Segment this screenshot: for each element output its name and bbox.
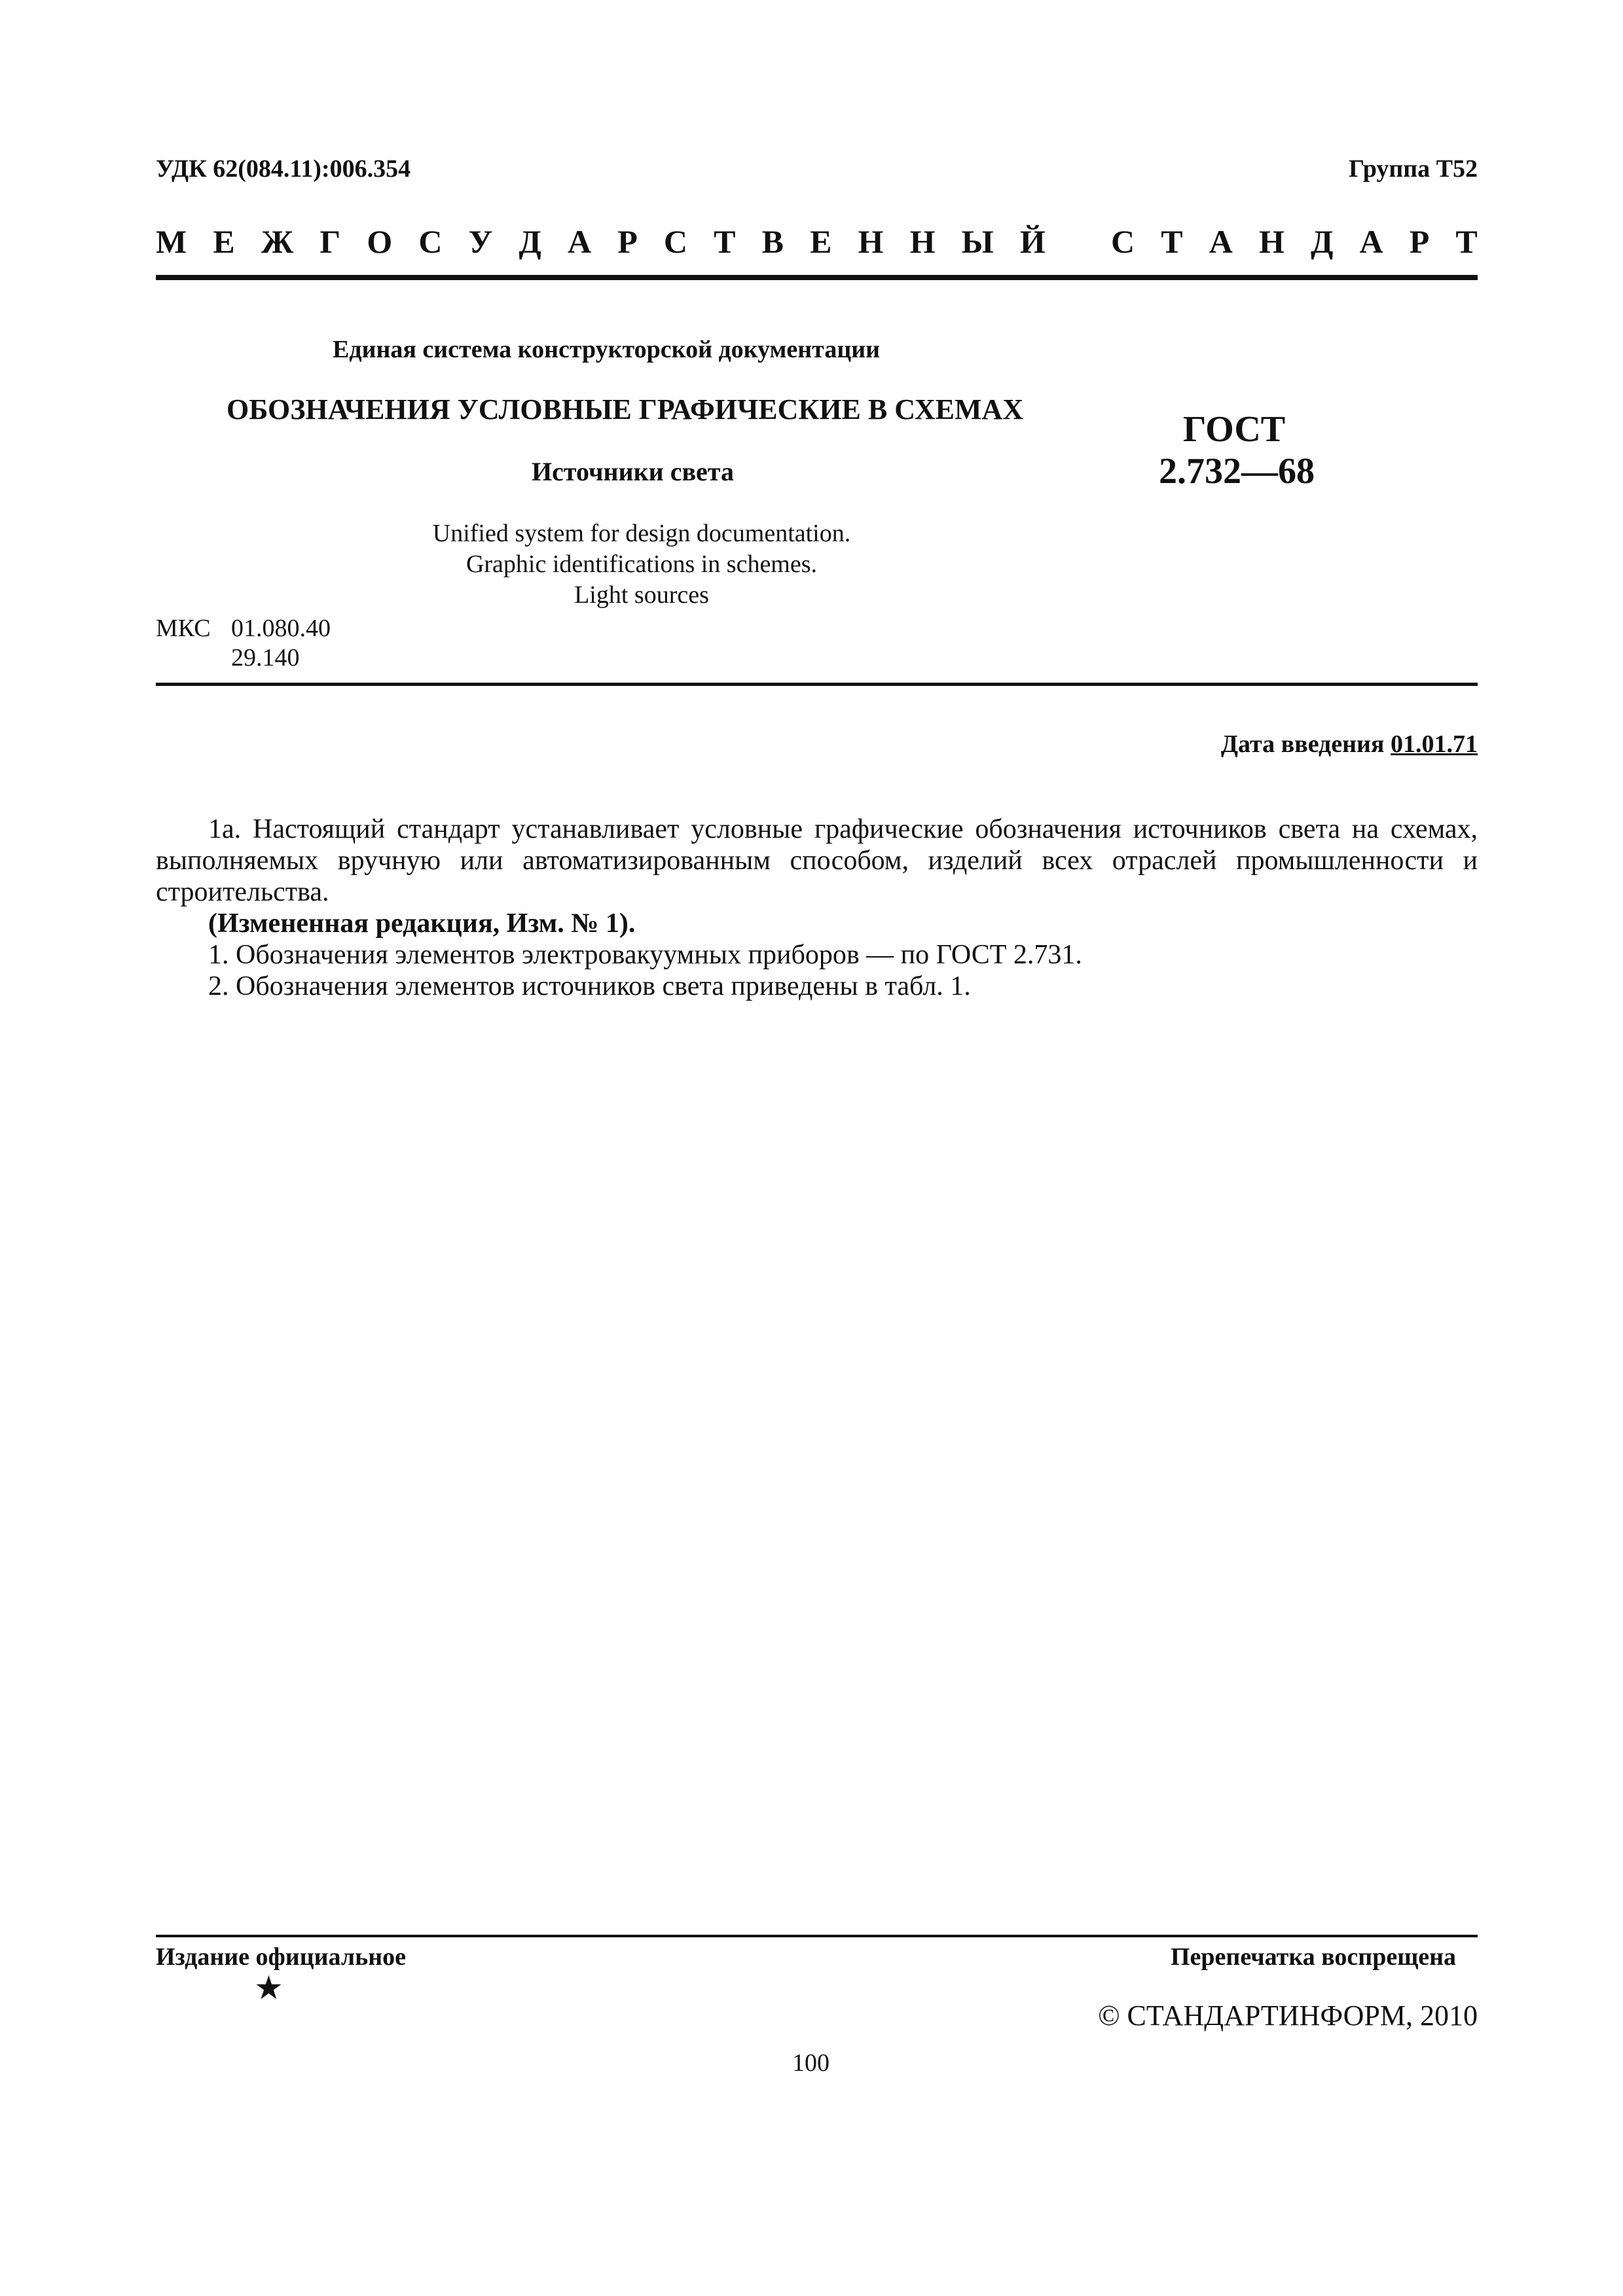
heading-letter: Р (617, 223, 638, 260)
heading-letter: Г (319, 223, 341, 260)
heading-letter: С (1111, 223, 1135, 260)
heading-letter: Т (714, 223, 736, 260)
heading-letter: Т (1161, 223, 1183, 260)
heading-letter: Н (858, 223, 884, 260)
title-block-rule (156, 683, 1478, 686)
heading-letter: Е (213, 223, 235, 260)
mks-code: 29.140 (231, 644, 300, 672)
paragraph-1a: 1а. Настоящий стандарт устанавливает условные графические обозначения источников света на схемах, выполняемых вручную или автоматизированным способом, изделий всех отраслей промышленности и строительства. (156, 814, 1478, 907)
heading-letter: Р (1409, 223, 1430, 260)
standard-title: ОБОЗНАЧЕНИЯ УСЛОВНЫЕ ГРАФИЧЕСКИЕ В СХЕМАХ (227, 393, 1024, 425)
heading-letter: А (567, 223, 592, 260)
header-rule (156, 275, 1478, 280)
heading-letter: В (761, 223, 784, 260)
series-title: Единая система конструкторской документации (333, 336, 880, 363)
heading-word-gap (1072, 223, 1085, 268)
heading-letter: Д (1310, 223, 1334, 260)
english-title-line: Light sources (574, 581, 709, 609)
mks-code: 01.080.40 (231, 615, 331, 642)
standard-subtitle: Источники света (532, 457, 734, 486)
heading-letter: М (156, 223, 187, 260)
heading-letter: Е (810, 223, 832, 260)
mks-label: МКС (156, 615, 211, 642)
heading-letter: Н (1258, 223, 1285, 260)
english-title (354, 518, 930, 611)
amendment-note: (Измененная редакция, Изм. № 1). (208, 908, 636, 939)
reprint-prohibited-note: Перепечатка воспрещена (1171, 1943, 1457, 1971)
heading-letter: С (418, 223, 443, 260)
copyright: © СТАНДАРТИНФОРМ, 2010 (1098, 2000, 1478, 2032)
gost-label: ГОСТ (1182, 409, 1286, 450)
paragraph-2: 2. Обозначения элементов источников света приведены в табл. 1. (208, 971, 971, 1001)
heading-letter: Т (1455, 223, 1478, 260)
heading-letter: С (663, 223, 687, 260)
group-code: Группа Т52 (1348, 155, 1478, 183)
official-edition-note: Издание официальное (156, 1943, 407, 1971)
gost-number: 2.732—68 (1159, 451, 1315, 492)
heading-letter: Н (909, 223, 936, 260)
heading-letter: Д (519, 223, 541, 260)
introduction-date (1221, 730, 1478, 759)
page-number: 100 (792, 2049, 830, 2077)
heading-letter: Ж (261, 223, 294, 260)
heading-letter: Й (1019, 223, 1046, 260)
paragraph-1: 1. Обозначения элементов электровакуумных приборов — по ГОСТ 2.731. (208, 940, 1082, 970)
english-title-line: Unified system for design documentation. (432, 520, 851, 547)
introduction-date-label: Дата введения (1220, 730, 1385, 758)
document-body (156, 814, 1478, 1002)
star-icon: ★ (254, 1969, 283, 2006)
heading-letter: А (1359, 223, 1383, 260)
introduction-date-value: 01.01.71 (1391, 730, 1478, 758)
heading-letter: Ы (961, 223, 994, 260)
udk-code: УДК 62(084.11):006.354 (156, 155, 411, 183)
english-title-line: Graphic identifications in schemes. (465, 550, 818, 578)
gost-designation (1159, 408, 1315, 493)
heading-letter: О (367, 223, 393, 260)
heading-letter: У (468, 223, 493, 260)
interstate-standard-heading (156, 223, 1478, 268)
footer-rule (156, 1935, 1478, 1937)
heading-letter: А (1209, 223, 1233, 260)
